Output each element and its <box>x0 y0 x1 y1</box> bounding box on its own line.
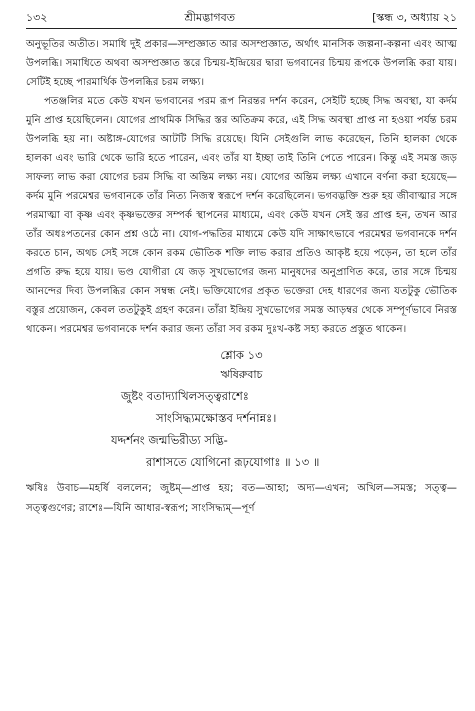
verse-text <box>26 385 457 473</box>
word-synonyms: ঋষিঃ উবাচ—মহর্ষি বললেন; জুষ্টম্—প্রাপ্ত হয়; বত—আহা; অদ্য—এখন; অখিল—সমস্ত; সত্ত্ব—সত্ত্বগুণের; রাশেঃ—যিনি আধার-স্বরূপ; সাংসিদ্ধ্যম্—পূর্ণ <box>26 483 457 514</box>
verse-line: সাংসিদ্ধ্যমক্ষোস্তব দর্শনান্নঃ। <box>156 411 277 425</box>
verse-heading: শ্লোক ১৩ <box>220 348 263 362</box>
verse-line: যদ্দর্শনং জন্মভিরীড্য সদ্ভি- <box>111 433 228 447</box>
verse-line: রাশাসতে যোগিনো রূঢ়যোগাঃ ॥ ১৩ ॥ <box>146 455 320 469</box>
verse-line: জুষ্টং বতাদ্যাখিলসত্ত্বরাশেঃ <box>121 389 249 403</box>
book-title: শ্রীমদ্ভাগবত <box>184 11 235 24</box>
page-header <box>26 10 457 26</box>
section-reference: [স্কন্ধ ৩, অধ্যায় ২১ <box>372 11 457 24</box>
header-rule <box>26 28 457 29</box>
page-number: ১৩২ <box>26 11 48 24</box>
verse-speaker: ঋষিরুবাচ <box>220 368 263 381</box>
commentary-paragraph: অনুভূতির অতীত। সমাধি দুই প্রকার—সম্প্রজ্ঞাত আর অসম্প্রজ্ঞাত, অর্থাৎ মানসিক জল্পনা-কল্পনা এবং আত্ম উপলব্ধি। সমাধিতে অথবা অসম্প্রজ্ঞাত স্তরে চিন্ময়-ইন্দ্রিয়ের দ্বারা ভগবানের চিন্ময় রূপকে উপলব্ধি করা যায়। সেটিই হচ্ছে পারমার্থিক উপলব্ধির চরম লক্ষ্য। <box>26 39 457 88</box>
commentary-body <box>26 35 457 339</box>
commentary-paragraph: পতঞ্জলির মতে কেউ যখন ভগবানের পরম রূপ নিরন্তর দর্শন করেন, সেইটি হচ্ছে সিদ্ধ অবস্থা, যা কর্দম মুনি প্রাপ্ত হয়েছিলেন। যোগের প্রাথমিক সিদ্ধির স্তর অতিক্রম করে, এই সিদ্ধ অবস্থা প্রাপ্ত না হওয়া পর্যন্ত চরম উপলব্ধি হয় না। অষ্টাঙ্গ-যোগের আটটি সিদ্ধি রয়েছে। যিনি সেইগুলি লাভ করেছেন, তিনি হালকা থেকে হালকা এবং ভারি থেকে ভারি হতে পারেন, এবং তাঁর যা ইচ্ছা তাই তিনি পেতে পারেন। কিন্তু এই সমস্ত জড় সাফল্য লাভ করা যোগের চরম সিদ্ধি বা অন্তিম লক্ষ্য নয়। যোগের অন্তিম লক্ষ্য এখানে বর্ণনা করা হয়েছে—কর্দম মুনি পরমেশ্বর ভগবানকে তাঁর নিত্য নিজস্ব স্বরূপে দর্শন করেছিলেন। ভগবদ্ভক্তি শুরু হয় জীবাত্মার সঙ্গে পরমাত্মা বা কৃষ্ণ এবং কৃষ্ণভক্তের সম্পর্ক স্থাপনের মাধ্যমে, এবং কেউ যখন সেই স্তর প্রাপ্ত হন, তখন আর তাঁর অধঃপতনের কোন প্রশ্ন ওঠে না। যোগ-পদ্ধতির মাধ্যমে কেউ যদি সাক্ষাৎভাবে পরমেশ্বর ভগবানকে দর্শন করতে চান, অথচ সেই সঙ্গে কোন রকম ভৌতিক শক্তি লাভ করার প্রতিও আকৃষ্ট হয়ে পড়েন, তা হলে তাঁর প্রগতি রুদ্ধ হয়ে যায়। ভণ্ড যোগীরা যে জড় সুখভোগের জন্য মানুষদের অনুপ্রাণিত করে, তার সঙ্গে চিন্ময় আনন্দের দিব্য উপলব্ধির কোন সম্বন্ধ নেই। ভক্তিযোগের প্রকৃত ভক্তেরা দেহ ধারণের জন্য যতটুকু ভৌতিক বস্তুর প্রয়োজন, কেবল ততটুকুই গ্রহণ করেন। তাঁরা ইন্দ্রিয় সুখভোগের সমস্ত আড়ম্বর থেকে সম্পূর্ণভাবে নিরস্ত থাকেন। পরমেশ্বর ভগবানকে দর্শন করার জন্য তাঁরা সব রকম দুঃখ-কষ্ট সহ্য করতে প্রস্তুত থাকেন। <box>26 96 457 335</box>
